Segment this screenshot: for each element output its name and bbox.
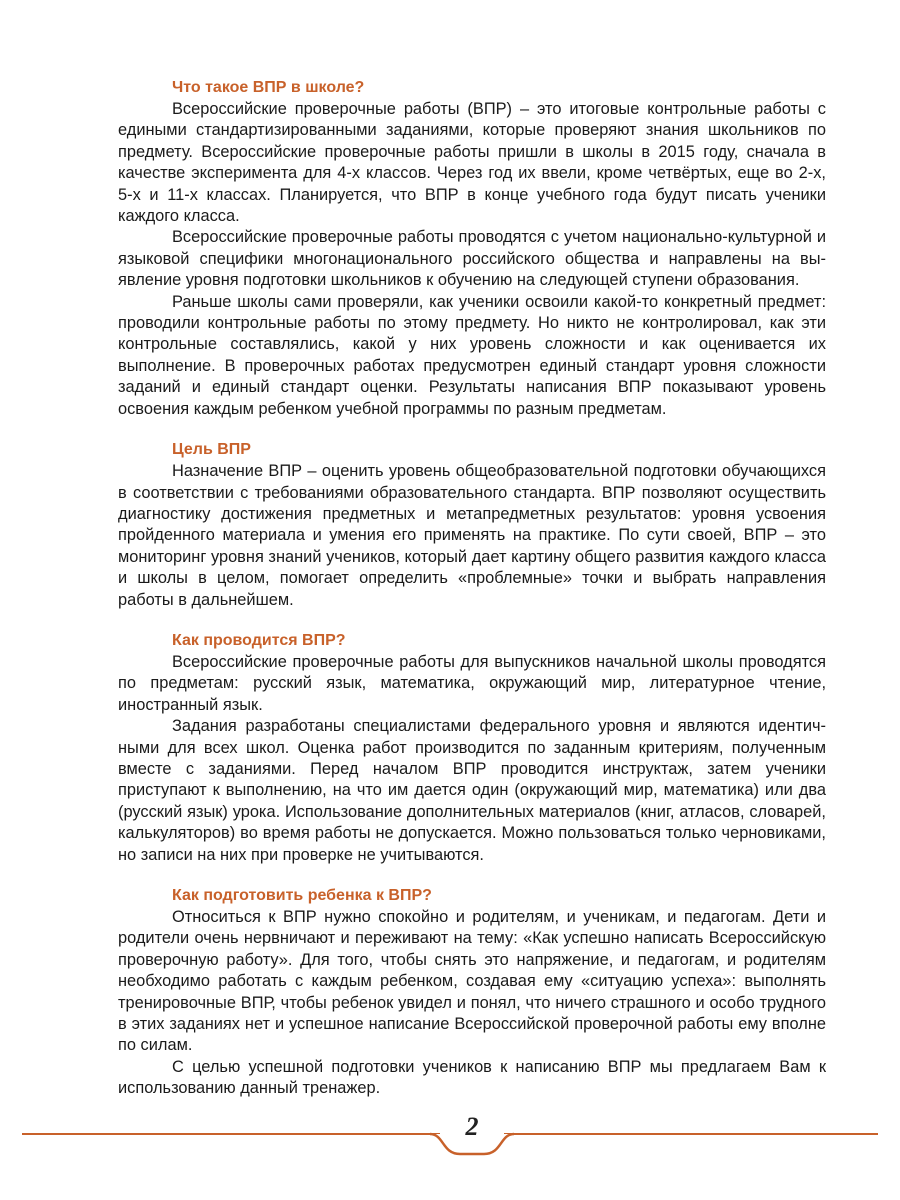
paragraph: Всероссийские проверочные работы проводятся с учетом национально-культурной и языковой специфики многонационального российского общества и направлены на выявление уровня подготовки школьников к обучению на следующей ступени образования.	[118, 228, 826, 290]
page-number: 2	[465, 1112, 479, 1141]
footer-rule-right	[504, 1133, 878, 1135]
paragraph: Всероссийские проверочные работы (ВПР) – это итоговые контрольные работы с едиными стандартизированными заданиями, которые проверяют знания школьников по предмету. Всероссийские проверочные работы пришли в школы в 2015 году, сначала в качестве эксперимента для 4-х классов. Через год их ввели, кроме четвёртых, еще во 2-х, 5-х и 11-х классах. Планируется, что ВПР в конце учебного года будут писать ученики каждого класса.	[118, 100, 826, 226]
paragraph: С целью успешной подготовки учеников к написанию ВПР мы предлагаем Вам к использованию данный тренажер.	[118, 1057, 826, 1098]
paragraph: Раньше школы сами проверяли, как ученики освоили какой-то конкретный предмет: проводили контрольные работы по этому предмету. Но никто не контролировал, как эти контрольные составлялись, какой у них уровень сложности и как оценивается их выполнение. В проверочных работах предусмотрен единый стандарт уровня сложности заданий и единый стандарт оценки. Результаты написания ВПР показывают уровень освоения каждым ребенком учебной программы по разным предметам.	[118, 292, 826, 418]
section-goal-vpr	[118, 439, 826, 611]
section-what-is-vpr	[118, 77, 826, 420]
paragraph: Назначение ВПР – оценить уровень общеобразовательной подготовки обучающихся в соответствии с требованиями образовательного стандарта. ВПР позволяют осуществить диагностику достижения предметных и метапредметных результатов: уровня усвоения пройденного материала и умения его применять на практике. По сути своей, ВПР – это мониторинг уровня знаний учеников, который дает картину общего развития каждого класса и школы в целом, помогает определить «проблемные» точки и выбрать направления работы в дальнейшем.	[118, 462, 826, 609]
section-heading: Что такое ВПР в школе?	[172, 79, 365, 96]
paragraph: Относиться к ВПР нужно спокойно и родителям, и ученикам, и педагогам. Дети и родители очень нервничают и переживают на тему: «Как успешно написать Всероссийскую проверочную работу». Для того, чтобы снять это напряжение, и педагогам, и родителям необходимо работать с каждым ребенком, создавая ему «ситуацию успеха»: выполнять тренировочные ВПР, чтобы ребенок увидел и понял, что ничего страшного и особо трудного в этих заданиях нет и успешное написание Всероссийской проверочной работы ему вполне по силам.	[118, 908, 826, 1055]
section-heading: Цель ВПР	[172, 441, 251, 459]
section-how-to-prepare	[118, 885, 826, 1100]
footer-rule-left	[22, 1133, 440, 1135]
section-heading: Как подготовить ребенка к ВПР?	[172, 887, 432, 904]
section-heading: Как проводится ВПР?	[172, 631, 346, 649]
paragraph: Всероссийские проверочные работы для выпускников начальной школы проводятся по предметам: русский язык, математика, окружающий мир, литературное чтение, иностранный язык.	[118, 652, 826, 714]
section-how-conducted	[118, 630, 826, 866]
paragraph: Задания разработаны специалистами федерального уровня и являются идентичными для всех школ. Оценка работ производится по заданным критериям, полученным вместе с заданиями. Перед началом ВПР проводится инструктаж, затем ученики приступают к выполнению, на что им дается один (окружающий мир, математика) или два (русский язык) урока. Использование дополнительных материалов (книг, атласов, словарей, калькуляторов) во время работы не допускается. Можно пользоваться только черновиками, но записи на них при проверке не учитываются.	[118, 717, 826, 864]
document-body	[118, 77, 826, 1119]
